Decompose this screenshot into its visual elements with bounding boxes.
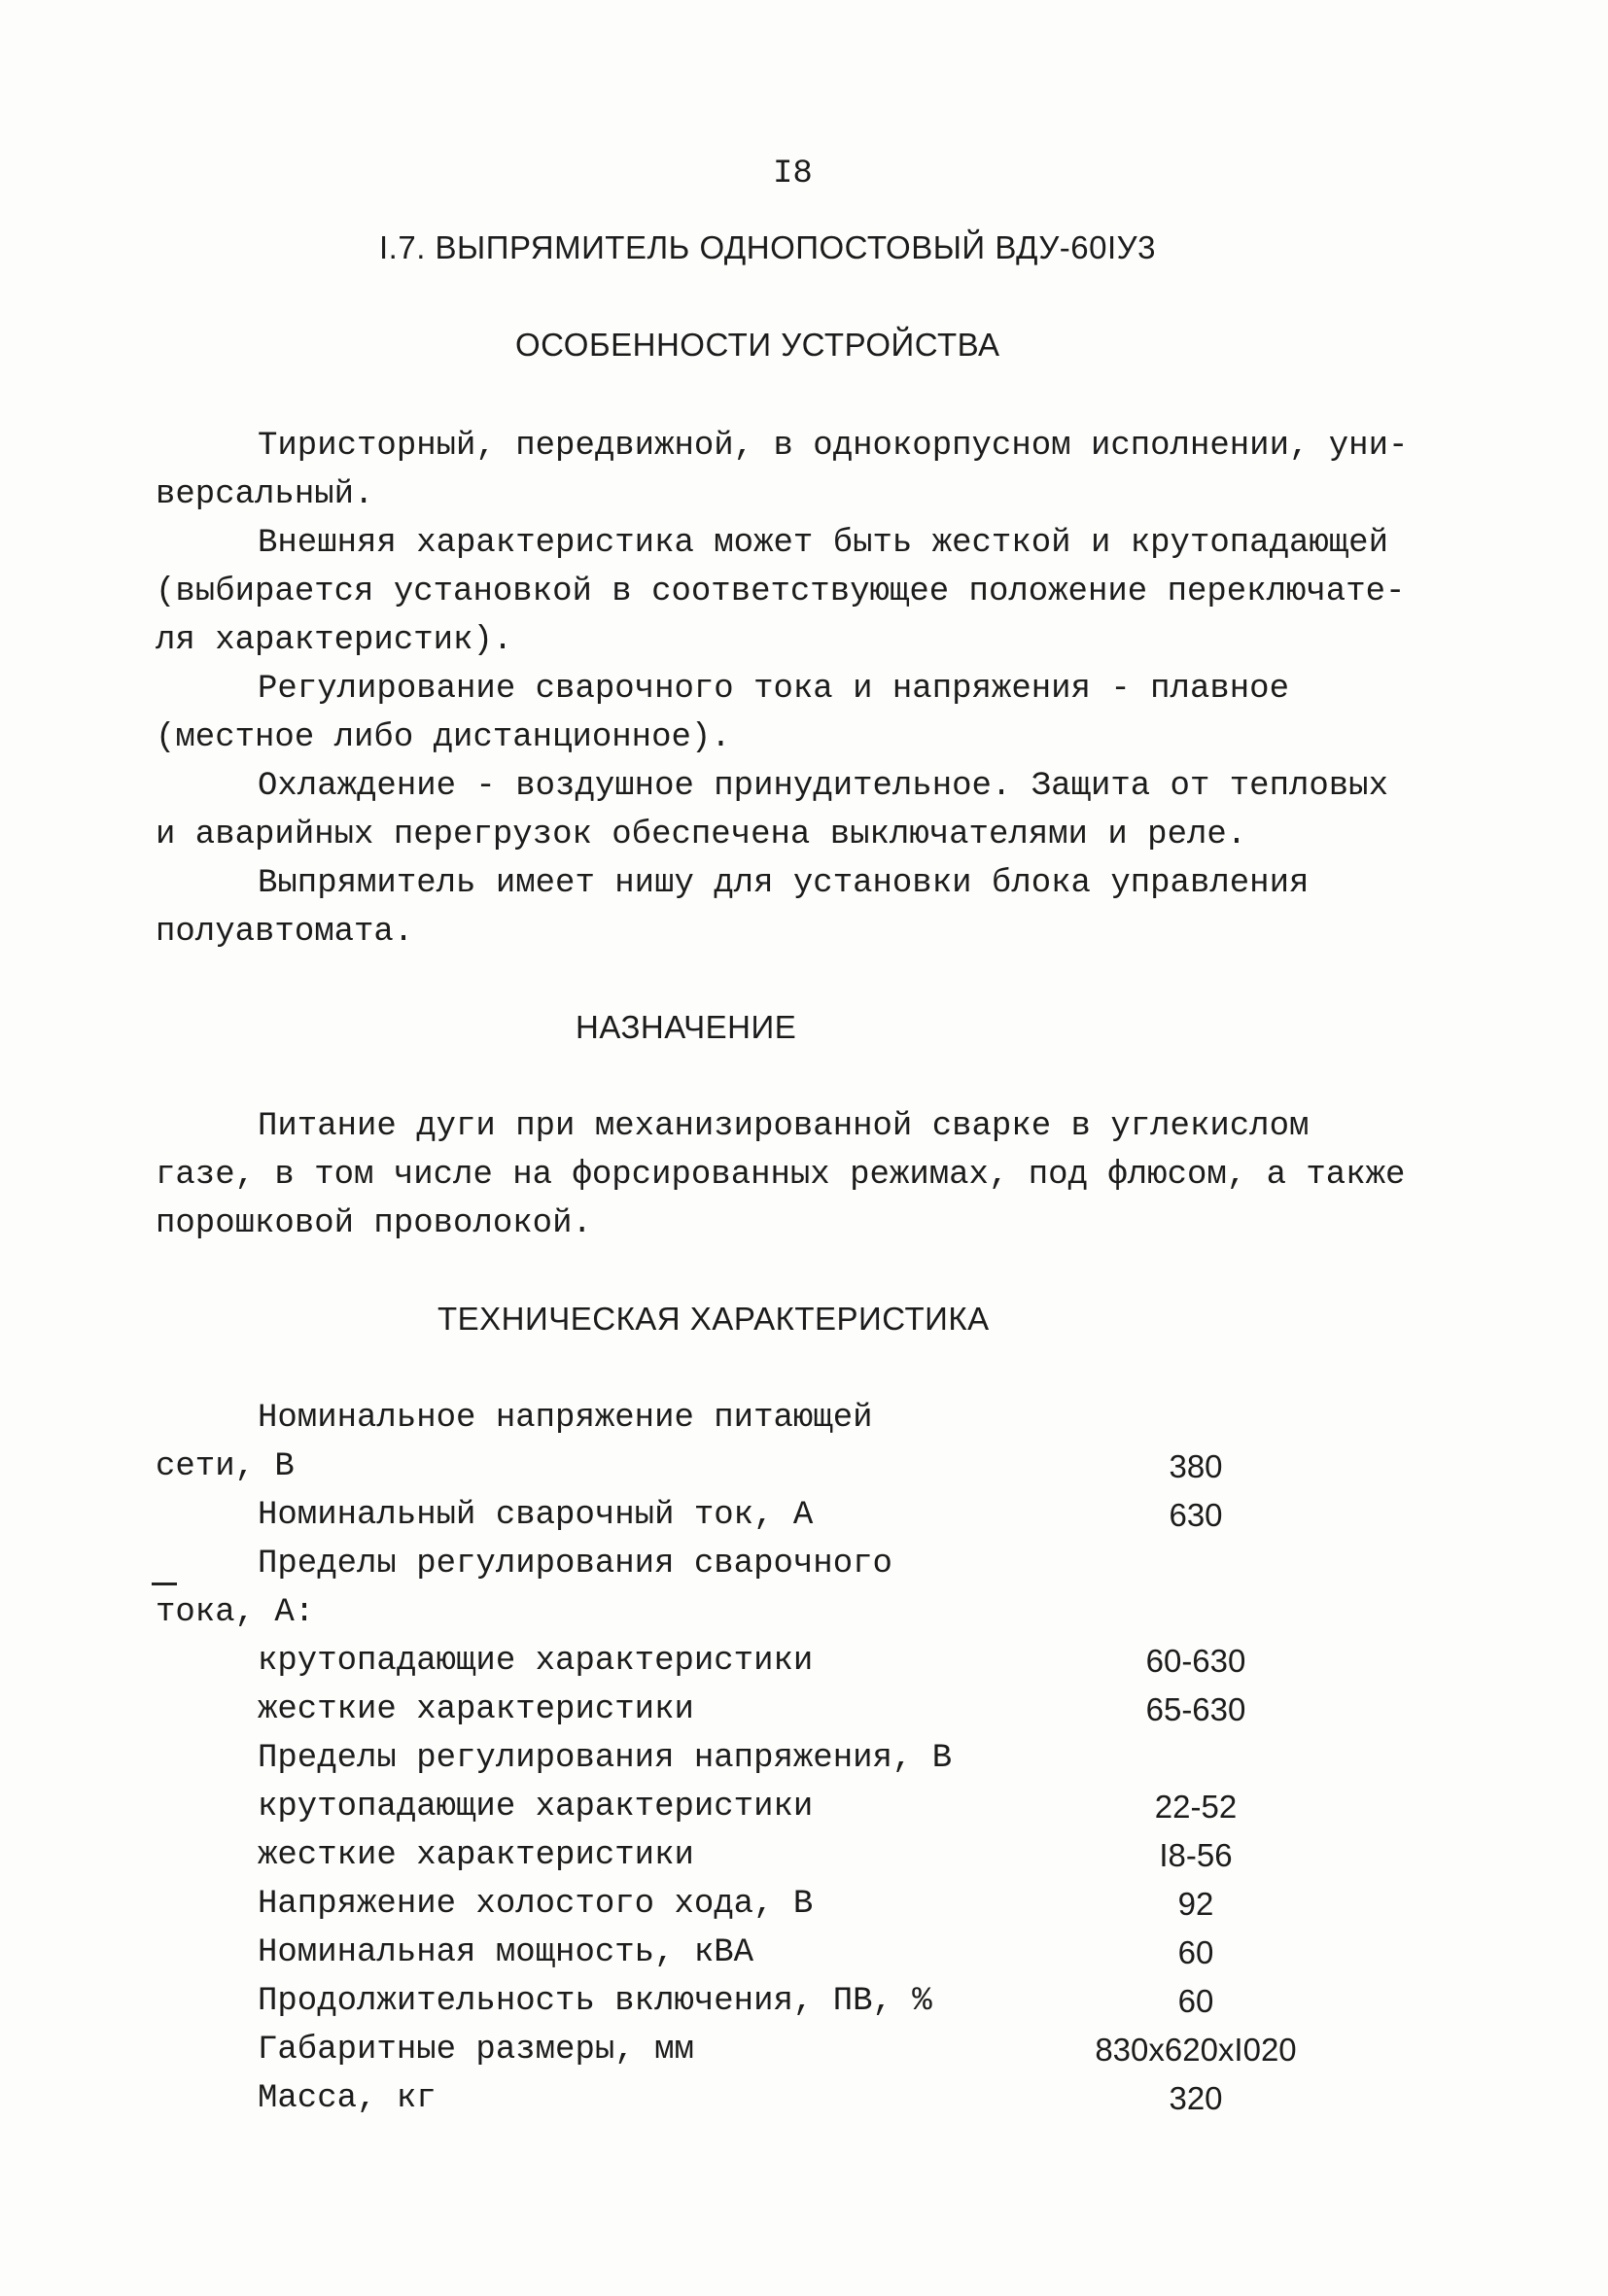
spec-row — [156, 2032, 1322, 2078]
heading-features: ОСОБЕННОСТИ УСТРОЙСТВА — [515, 327, 1000, 363]
features-line: (выбирается установкой в соответствующее положение переключате- — [156, 574, 1406, 610]
purpose-line: газе, в том числе на форсированных режимах, под флюсом, а также — [156, 1157, 1406, 1194]
spec-value: 320 — [1169, 2080, 1223, 2116]
spec-row — [156, 1448, 1322, 1495]
spec-label: жесткие характеристики — [258, 1837, 694, 1874]
spec-row — [156, 1934, 1322, 1981]
spec-row — [156, 1983, 1322, 2030]
spec-row — [156, 1546, 1322, 1592]
features-line: версальный. — [156, 476, 374, 513]
features-line: ля характеристик). — [156, 622, 513, 659]
spec-row — [156, 1643, 1322, 1689]
features-line: и аварийных перегрузок обеспечена выключателями и реле. — [156, 817, 1247, 853]
spec-value: 60-630 — [1145, 1643, 1246, 1679]
spec-row — [156, 1497, 1322, 1544]
spec-value: 630 — [1169, 1497, 1223, 1533]
spec-label: сети, В — [156, 1448, 295, 1485]
spec-label: Напряжение холостого хода, В — [258, 1886, 814, 1923]
spec-row — [156, 2080, 1322, 2127]
spec-value: 65-630 — [1145, 1691, 1246, 1727]
spec-label: крутопадающие характеристики — [258, 1789, 814, 1826]
spec-label: Пределы регулирования напряжения, В — [258, 1740, 953, 1777]
section-title: I.7. ВЫПРЯМИТЕЛЬ ОДНОПОСТОВЫЙ ВДУ-60IУ3 — [379, 229, 1156, 265]
spec-value: I8-56 — [1159, 1837, 1233, 1873]
features-line: Охлаждение - воздушное принудительное. Защита от тепловых — [258, 768, 1388, 805]
features-line: Внешняя характеристика может быть жесткой и крутопадающей — [258, 525, 1388, 562]
spec-label: Пределы регулирования сварочного — [258, 1546, 892, 1583]
spec-value: 60 — [1177, 1983, 1214, 2019]
features-line: Регулирование сварочного тока и напряжения - плавное — [258, 671, 1289, 708]
spec-label: жесткие характеристики — [258, 1691, 694, 1728]
spec-label: Номинальная мощность, кВА — [258, 1934, 754, 1971]
spec-label: Номинальное напряжение питающей — [258, 1400, 873, 1437]
spec-row — [156, 1789, 1322, 1835]
spec-label: Габаритные размеры, мм — [258, 2032, 694, 2069]
spec-row — [156, 1837, 1322, 1884]
spec-value: 22-52 — [1154, 1789, 1238, 1825]
purpose-line: порошковой проволокой. — [156, 1205, 592, 1242]
spec-label: Номинальный сварочный ток, А — [258, 1497, 814, 1534]
spec-label: тока, А: — [156, 1594, 315, 1631]
spec-label: крутопадающие характеристики — [258, 1643, 814, 1680]
heading-specs: ТЕХНИЧЕСКАЯ ХАРАКТЕРИСТИКА — [437, 1301, 990, 1337]
spec-row — [156, 1740, 1322, 1787]
spec-row — [156, 1886, 1322, 1932]
features-line: полуавтомата. — [156, 914, 414, 951]
spec-value: 830x620xI020 — [1095, 2032, 1297, 2068]
spec-row — [156, 1400, 1322, 1446]
features-line: (местное либо дистанционное). — [156, 719, 731, 756]
spec-label: Продолжительность включения, ПВ, % — [258, 1983, 932, 2020]
purpose-line: Питание дуги при механизированной сварке в углекислом — [258, 1108, 1310, 1145]
spec-row — [156, 1594, 1322, 1641]
features-line: Выпрямитель имеет нишу для установки блока управления — [258, 865, 1310, 902]
spec-value: 60 — [1177, 1934, 1214, 1970]
features-line: Тиристорный, передвижной, в однокорпусном исполнении, уни- — [258, 428, 1409, 465]
spec-value: 380 — [1169, 1448, 1223, 1484]
spec-value: 92 — [1177, 1886, 1214, 1922]
page-number: I8 — [773, 156, 813, 192]
spec-label: Масса, кг — [258, 2080, 437, 2117]
spec-row — [156, 1691, 1322, 1738]
heading-purpose: НАЗНАЧЕНИЕ — [576, 1009, 797, 1045]
